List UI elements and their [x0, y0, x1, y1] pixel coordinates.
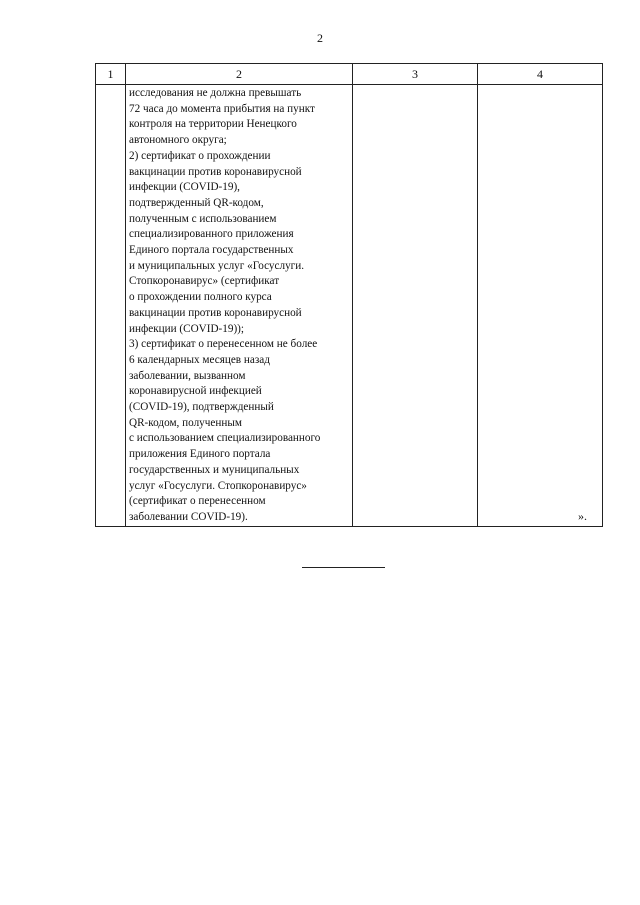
cell-col-1 — [96, 85, 126, 527]
text-line: (COVID-19), подтвержденный — [129, 401, 274, 414]
text-line: контроля на территории Ненецкого — [129, 118, 297, 131]
table-row — [96, 85, 603, 527]
header-cell-3: 3 — [353, 64, 478, 85]
text-line: инфекции (COVID-19), — [129, 181, 240, 194]
text-line: 3) сертификат о перенесенном не более — [129, 338, 318, 351]
closing-quote: ». — [578, 509, 587, 523]
text-line: полученным с использованием — [129, 212, 277, 225]
header-cell-4: 4 — [478, 64, 603, 85]
text-line: 72 часа до момента прибытия на пункт — [129, 102, 315, 115]
text-line: инфекции (COVID-19)); — [129, 322, 245, 335]
text-line: подтвержденный QR-кодом, — [129, 196, 264, 209]
cell-col-2 — [126, 85, 353, 527]
text-line: вакцинации против коронавирусной — [129, 306, 302, 319]
text-line: коронавирусной инфекцией — [129, 385, 262, 398]
header-cell-1: 1 — [96, 64, 126, 85]
page-number: 2 — [317, 31, 323, 45]
table-header-row — [96, 64, 603, 85]
text-line: заболевании COVID-19). — [129, 510, 248, 523]
text-line: о прохождении полного курса — [129, 291, 272, 304]
text-line: Единого портала государственных — [129, 244, 294, 257]
text-line: с использованием специализированного — [129, 432, 321, 445]
text-line: 2) сертификат о прохождении — [129, 149, 271, 162]
header-cell-2: 2 — [126, 64, 353, 85]
text-line: услуг «Госуслуги. Стопкоронавирус» — [129, 479, 307, 492]
cell-col-4 — [478, 85, 603, 527]
separator-line — [302, 567, 385, 568]
text-line: государственных и муниципальных — [129, 463, 300, 476]
text-line: 6 календарных месяцев назад — [129, 353, 270, 366]
text-line: и муниципальных услуг «Госуслуги. — [129, 259, 305, 272]
text-line: вакцинации против коронавирусной — [129, 165, 302, 178]
text-line: приложения Единого портала — [129, 448, 271, 461]
cell-col-3 — [353, 85, 478, 527]
text-line: заболевании, вызванном — [129, 369, 246, 382]
text-line: специализированного приложения — [129, 228, 294, 241]
document-table — [95, 63, 603, 527]
text-line: автономного округа; — [129, 134, 227, 147]
text-line: исследования не должна превышать — [129, 87, 302, 99]
text-line: QR-кодом, полученным — [129, 416, 242, 429]
text-line: Стопкоронавирус» (сертификат — [129, 275, 280, 288]
text-line: (сертификат о перенесенном — [129, 495, 266, 508]
